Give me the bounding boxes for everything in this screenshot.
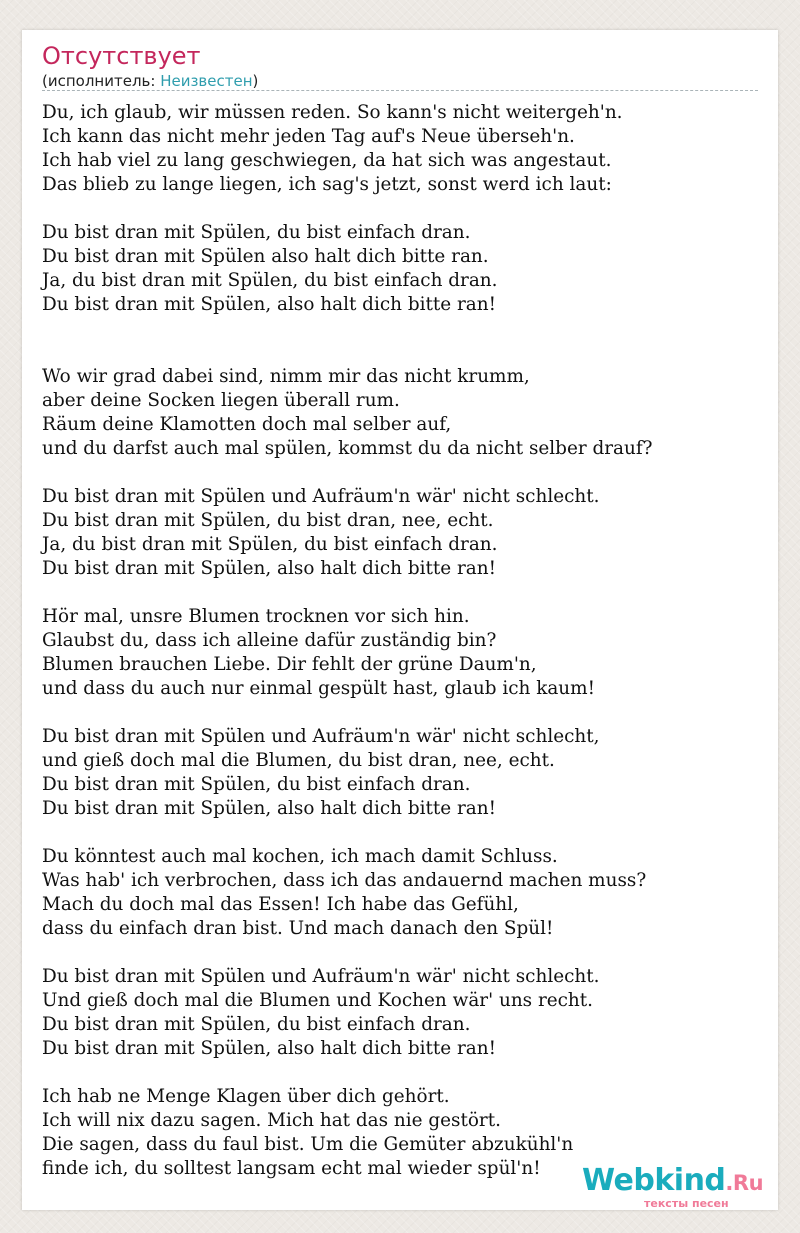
lyrics-blank-line: [42, 461, 762, 485]
lyrics-line: Die sagen, dass du faul bist. Um die Gemüter abzukühl'n: [42, 1134, 574, 1155]
lyrics-blank-line: [42, 1061, 762, 1085]
lyrics-line: und dass du auch nur einmal gespült hast, glaub ich kaum!: [42, 678, 595, 699]
lyrics-line: Ja, du bist dran mit Spülen, du bist einfach dran.: [42, 270, 498, 291]
lyrics-line: Du bist dran mit Spülen, du bist dran, nee, echt.: [42, 510, 494, 531]
lyrics-line: Du bist dran mit Spülen und Aufräum'n wär' nicht schlecht.: [42, 966, 600, 987]
artist-prefix: (исполнитель:: [42, 72, 161, 90]
watermark-tld: .Ru: [725, 1171, 764, 1195]
lyrics-line: Du könntest auch mal kochen, ich mach damit Schluss.: [42, 846, 558, 867]
lyrics-line: Du, ich glaub, wir müssen reden. So kann's nicht weitergeh'n.: [42, 102, 623, 123]
lyrics-line: Du bist dran mit Spülen, also halt dich bitte ran!: [42, 294, 496, 315]
lyrics-line: Du bist dran mit Spülen also halt dich bitte ran.: [42, 246, 489, 267]
lyrics-line: dass du einfach dran bist. Und mach danach den Spül!: [42, 918, 554, 939]
lyrics-line: Du bist dran mit Spülen und Aufräum'n wär' nicht schlecht.: [42, 486, 600, 507]
lyrics-line: Ich hab ne Menge Klagen über dich gehört.: [42, 1086, 450, 1107]
lyrics-blank-line: [42, 701, 762, 725]
lyrics-line: Das blieb zu lange liegen, ich sag's jetzt, sonst werd ich laut:: [42, 174, 612, 195]
lyrics-blank-line: [42, 341, 762, 365]
lyrics-line: Mach du doch mal das Essen! Ich habe das Gefühl,: [42, 894, 519, 915]
lyrics-line: Du bist dran mit Spülen, also halt dich bitte ran!: [42, 558, 496, 579]
lyrics-line: Hör mal, unsre Blumen trocknen vor sich hin.: [42, 606, 470, 627]
lyrics-line: Du bist dran mit Spülen, du bist einfach dran.: [42, 222, 471, 243]
lyrics-line: und du darfst auch mal spülen, kommst du da nicht selber drauf?: [42, 438, 653, 459]
artist-suffix: ): [252, 72, 259, 90]
artist-link[interactable]: Неизвестен: [160, 72, 253, 90]
lyrics-line: und gieß doch mal die Blumen, du bist dran, nee, echt.: [42, 750, 555, 771]
lyrics-line: Wo wir grad dabei sind, nimm mir das nicht krumm,: [42, 366, 530, 387]
site-watermark: [582, 1163, 782, 1213]
lyrics-blank-line: [42, 821, 762, 845]
watermark-brand: Webkind: [582, 1163, 726, 1198]
lyrics-line: Du bist dran mit Spülen, also halt dich bitte ran!: [42, 1038, 496, 1059]
lyrics-line: finde ich, du solltest langsam echt mal wieder spül'n!: [42, 1158, 541, 1179]
lyrics-line: Räum deine Klamotten doch mal selber auf,: [42, 414, 452, 435]
lyrics-blank-line: [42, 197, 762, 221]
lyrics-body: [42, 101, 762, 1181]
lyrics-line: Du bist dran mit Spülen, also halt dich bitte ran!: [42, 798, 496, 819]
lyrics-line: Ja, du bist dran mit Spülen, du bist einfach dran.: [42, 534, 498, 555]
lyrics-line: Was hab' ich verbrochen, dass ich das andauernd machen muss?: [42, 870, 647, 891]
lyrics-blank-line: [42, 317, 762, 341]
lyrics-line: Ich kann das nicht mehr jeden Tag auf's Neue überseh'n.: [42, 126, 575, 147]
song-title: Отсутствует: [42, 42, 201, 70]
watermark-logo: [582, 1163, 763, 1201]
lyrics-line: Du bist dran mit Spülen, du bist einfach dran.: [42, 774, 471, 795]
lyrics-blank-line: [42, 941, 762, 965]
lyrics-line: aber deine Socken liegen überall rum.: [42, 390, 400, 411]
lyrics-line: Du bist dran mit Spülen, du bist einfach dran.: [42, 1014, 471, 1035]
lyrics-line: Glaubst du, dass ich alleine dafür zuständig bin?: [42, 630, 497, 651]
artist-line: [42, 71, 258, 91]
lyrics-card: [22, 30, 778, 1210]
lyrics-line: Ich will nix dazu sagen. Mich hat das nie gestört.: [42, 1110, 501, 1131]
lyrics-blank-line: [42, 581, 762, 605]
lyrics-line: Du bist dran mit Spülen und Aufräum'n wär' nicht schlecht,: [42, 726, 600, 747]
lyrics-line: Und gieß doch mal die Blumen und Kochen wär' uns recht.: [42, 990, 594, 1011]
title-divider: [42, 90, 758, 91]
watermark-tagline: тексты песен: [644, 1197, 729, 1210]
lyrics-line: Blumen brauchen Liebe. Dir fehlt der grüne Daum'n,: [42, 654, 537, 675]
lyrics-line: Ich hab viel zu lang geschwiegen, da hat sich was angestaut.: [42, 150, 612, 171]
